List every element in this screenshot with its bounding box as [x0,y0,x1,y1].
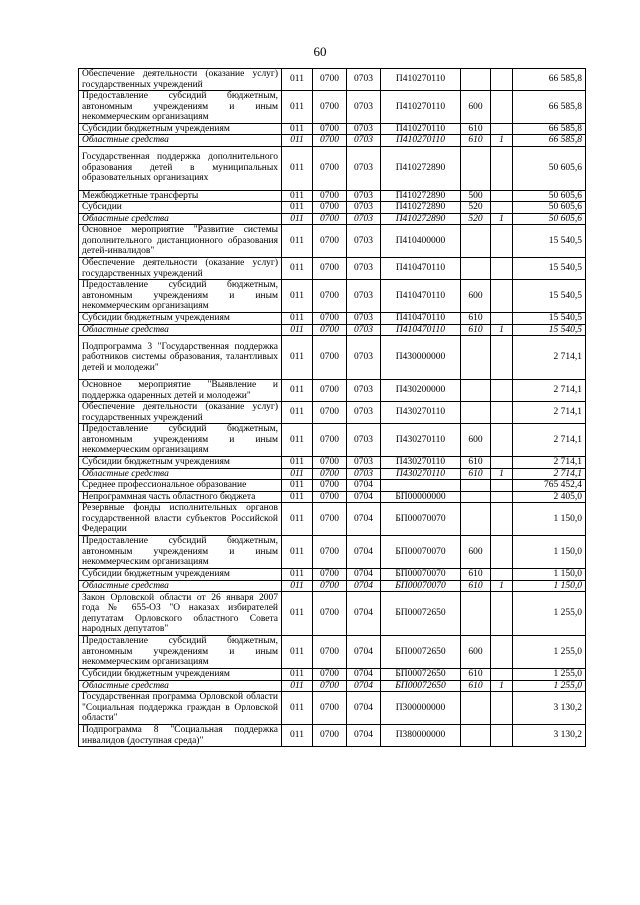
item-name-cell: Субсидии бюджетным учреждениям [79,123,282,135]
ministry-code-cell: 011 [282,536,313,569]
section-code-cell: 0700 [313,313,347,325]
table-row [79,402,586,424]
ministry-code-cell: 011 [282,457,313,469]
target-article-code-cell: П410470110 [381,313,461,325]
ministry-code-cell: 011 [282,680,313,692]
target-article-code-cell [381,480,461,492]
amount-cell: 1 255,0 [513,669,586,681]
target-article-code-cell: БП00070070 [381,569,461,581]
ministry-code-cell: 011 [282,503,313,536]
amount-cell: 1 255,0 [513,680,586,692]
amount-cell: 1 255,0 [513,592,586,636]
section-code-cell: 0700 [313,135,347,147]
funding-source-code-cell [491,536,513,569]
subsection-code-cell: 0704 [347,592,381,636]
amount-cell: 15 540,5 [513,324,586,336]
funding-source-code-cell [491,725,513,747]
expense-type-code-cell [461,592,491,636]
section-code-cell: 0700 [313,468,347,480]
subsection-code-cell: 0704 [347,503,381,536]
amount-cell: 50 605,6 [513,146,586,190]
ministry-code-cell: 011 [282,135,313,147]
ministry-code-cell: 011 [282,480,313,492]
table-row [79,202,586,214]
target-article-code-cell: П410470110 [381,324,461,336]
item-name-cell: Областные средства [79,213,282,225]
funding-source-code-cell: 1 [491,324,513,336]
subsection-code-cell: 0704 [347,536,381,569]
expense-type-code-cell: 600 [461,636,491,669]
expense-type-code-cell: 610 [461,569,491,581]
target-article-code-cell: БП00072650 [381,680,461,692]
table-row [79,91,586,124]
amount-cell: 765 452,4 [513,480,586,492]
target-article-code-cell: БП00072650 [381,592,461,636]
target-article-code-cell: П430200000 [381,380,461,402]
ministry-code-cell: 011 [282,636,313,669]
item-name-cell: Обеспечение деятельности (оказание услуг) государственных учреждений [79,402,282,424]
amount-cell: 15 540,5 [513,258,586,280]
funding-source-code-cell [491,692,513,725]
ministry-code-cell: 011 [282,402,313,424]
expense-type-code-cell [461,146,491,190]
expense-type-code-cell: 610 [461,580,491,592]
funding-source-code-cell [491,592,513,636]
item-name-cell: Областные средства [79,680,282,692]
subsection-code-cell: 0703 [347,457,381,469]
table-row [79,491,586,503]
subsection-code-cell: 0703 [347,202,381,214]
expense-type-code-cell: 600 [461,280,491,313]
item-name-cell: Государственная программа Орловской области "Социальная поддержка граждан в Орловской области" [79,692,282,725]
amount-cell: 15 540,5 [513,313,586,325]
table-row [79,569,586,581]
amount-cell: 50 605,6 [513,213,586,225]
section-code-cell: 0700 [313,491,347,503]
table-row [79,135,586,147]
target-article-code-cell: П430270110 [381,468,461,480]
amount-cell: 66 585,8 [513,123,586,135]
funding-source-code-cell [491,202,513,214]
expense-type-code-cell [461,725,491,747]
amount-cell: 2 714,1 [513,380,586,402]
page-number: 60 [313,44,327,59]
ministry-code-cell: 011 [282,69,313,91]
target-article-code-cell: П410470110 [381,280,461,313]
item-name-cell: Основное мероприятие "Развитие системы дополнительного дистанционного образования детей-инвалидов" [79,225,282,258]
section-code-cell: 0700 [313,280,347,313]
ministry-code-cell: 011 [282,424,313,457]
section-code-cell: 0700 [313,402,347,424]
table-row [79,225,586,258]
amount-cell: 15 540,5 [513,280,586,313]
expense-type-code-cell [461,380,491,402]
expense-type-code-cell: 610 [461,680,491,692]
section-code-cell: 0700 [313,480,347,492]
subsection-code-cell: 0704 [347,480,381,492]
table-row [79,280,586,313]
item-name-cell: Субсидии бюджетным учреждениям [79,457,282,469]
ministry-code-cell: 011 [282,592,313,636]
amount-cell: 1 150,0 [513,569,586,581]
table-row [79,123,586,135]
table-row [79,146,586,190]
item-name-cell: Межбюджетные трансферты [79,190,282,202]
target-article-code-cell: П410272890 [381,190,461,202]
subsection-code-cell: 0703 [347,91,381,124]
expense-type-code-cell: 610 [461,669,491,681]
ministry-code-cell: 011 [282,146,313,190]
ministry-code-cell: 011 [282,336,313,380]
section-code-cell: 0700 [313,669,347,681]
item-name-cell: Предоставление субсидий бюджетным, автономным учреждениям и иным некоммерческим организациям [79,536,282,569]
target-article-code-cell: БП00072650 [381,636,461,669]
amount-cell: 2 714,1 [513,402,586,424]
expense-type-code-cell: 610 [461,457,491,469]
ministry-code-cell: 011 [282,313,313,325]
funding-source-code-cell [491,91,513,124]
target-article-code-cell: П410272890 [381,213,461,225]
target-article-code-cell: П430270110 [381,402,461,424]
table-row [79,580,586,592]
expense-type-code-cell: 610 [461,324,491,336]
item-name-cell: Областные средства [79,135,282,147]
ministry-code-cell: 011 [282,468,313,480]
funding-source-code-cell [491,491,513,503]
table-row [79,424,586,457]
item-name-cell: Субсидии [79,202,282,214]
funding-source-code-cell [491,503,513,536]
ministry-code-cell: 011 [282,669,313,681]
funding-source-code-cell [491,258,513,280]
expense-type-code-cell: 610 [461,123,491,135]
amount-cell: 2 714,1 [513,336,586,380]
subsection-code-cell: 0703 [347,380,381,402]
budget-table [78,68,586,747]
subsection-code-cell: 0704 [347,680,381,692]
expense-type-code-cell [461,692,491,725]
target-article-code-cell: П430270110 [381,424,461,457]
expense-type-code-cell [461,491,491,503]
ministry-code-cell: 011 [282,202,313,214]
table-row [79,213,586,225]
ministry-code-cell: 011 [282,280,313,313]
section-code-cell: 0700 [313,258,347,280]
section-code-cell: 0700 [313,636,347,669]
expense-type-code-cell [461,336,491,380]
section-code-cell: 0700 [313,580,347,592]
table-row [79,190,586,202]
item-name-cell: Подпрограмма 3 "Государственная поддержка работников системы образования, талантливых детей и молодежи" [79,336,282,380]
funding-source-code-cell [491,669,513,681]
expense-type-code-cell: 600 [461,536,491,569]
expense-type-code-cell: 610 [461,313,491,325]
subsection-code-cell: 0703 [347,146,381,190]
ministry-code-cell: 011 [282,123,313,135]
funding-source-code-cell: 1 [491,213,513,225]
section-code-cell: 0700 [313,569,347,581]
funding-source-code-cell [491,636,513,669]
subsection-code-cell: 0703 [347,213,381,225]
funding-source-code-cell [491,123,513,135]
target-article-code-cell: П430270110 [381,457,461,469]
item-name-cell: Предоставление субсидий бюджетным, автономным учреждениям и иным некоммерческим организациям [79,91,282,124]
funding-source-code-cell [491,336,513,380]
table-row [79,457,586,469]
expense-type-code-cell: 520 [461,213,491,225]
expense-type-code-cell [461,225,491,258]
table-row [79,636,586,669]
subsection-code-cell: 0703 [347,258,381,280]
target-article-code-cell: П410400000 [381,225,461,258]
section-code-cell: 0700 [313,336,347,380]
ministry-code-cell: 011 [282,569,313,581]
table-row [79,680,586,692]
table-row [79,380,586,402]
funding-source-code-cell [491,457,513,469]
funding-source-code-cell: 1 [491,468,513,480]
subsection-code-cell: 0703 [347,313,381,325]
subsection-code-cell: 0703 [347,280,381,313]
table-row [79,69,586,91]
subsection-code-cell: 0703 [347,468,381,480]
item-name-cell: Подпрограмма 8 "Социальная поддержка инвалидов (доступная среда)" [79,725,282,747]
target-article-code-cell: БП00070070 [381,536,461,569]
target-article-code-cell: БП00070070 [381,580,461,592]
item-name-cell: Резервные фонды исполнительных органов государственной власти субъектов Российской Федерации [79,503,282,536]
section-code-cell: 0700 [313,725,347,747]
item-name-cell: Непрограммная часть областного бюджета [79,491,282,503]
section-code-cell: 0700 [313,680,347,692]
ministry-code-cell: 011 [282,324,313,336]
item-name-cell: Закон Орловской области от 26 января 2007 года № 655-ОЗ "О наказах избирателей депутатам Орловского областного Совета народных депутатов" [79,592,282,636]
funding-source-code-cell [491,69,513,91]
funding-source-code-cell [491,280,513,313]
item-name-cell: Государственная поддержка дополнительного образования детей в муниципальных образовательных организациях [79,146,282,190]
ministry-code-cell: 011 [282,91,313,124]
section-code-cell: 0700 [313,324,347,336]
target-article-code-cell: БП00000000 [381,491,461,503]
table-row [79,324,586,336]
funding-source-code-cell [491,569,513,581]
item-name-cell: Обеспечение деятельности (оказание услуг) государственных учреждений [79,69,282,91]
section-code-cell: 0700 [313,123,347,135]
target-article-code-cell: БП00072650 [381,669,461,681]
item-name-cell: Предоставление субсидий бюджетным, автономным учреждениям и иным некоммерческим организациям [79,636,282,669]
amount-cell: 2 405,0 [513,491,586,503]
amount-cell: 2 714,1 [513,424,586,457]
expense-type-code-cell: 610 [461,135,491,147]
amount-cell: 1 255,0 [513,636,586,669]
item-name-cell: Областные средства [79,580,282,592]
target-article-code-cell: П410270110 [381,91,461,124]
section-code-cell: 0700 [313,592,347,636]
table-row [79,468,586,480]
table-row [79,692,586,725]
subsection-code-cell: 0703 [347,225,381,258]
expense-type-code-cell [461,480,491,492]
table-row [79,258,586,280]
section-code-cell: 0700 [313,202,347,214]
target-article-code-cell: П410272890 [381,146,461,190]
ministry-code-cell: 011 [282,225,313,258]
funding-source-code-cell [491,480,513,492]
subsection-code-cell: 0703 [347,402,381,424]
subsection-code-cell: 0703 [347,69,381,91]
funding-source-code-cell [491,424,513,457]
funding-source-code-cell [491,313,513,325]
amount-cell: 2 714,1 [513,457,586,469]
item-name-cell: Обеспечение деятельности (оказание услуг) государственных учреждений [79,258,282,280]
target-article-code-cell: П410470110 [381,258,461,280]
item-name-cell: Субсидии бюджетным учреждениям [79,569,282,581]
amount-cell: 66 585,8 [513,69,586,91]
expense-type-code-cell [461,402,491,424]
target-article-code-cell: П410270110 [381,123,461,135]
section-code-cell: 0700 [313,424,347,457]
funding-source-code-cell [491,146,513,190]
amount-cell: 15 540,5 [513,225,586,258]
expense-type-code-cell [461,69,491,91]
section-code-cell: 0700 [313,225,347,258]
target-article-code-cell: П410270110 [381,135,461,147]
target-article-code-cell: П410270110 [381,69,461,91]
section-code-cell: 0700 [313,380,347,402]
amount-cell: 1 150,0 [513,536,586,569]
amount-cell: 66 585,8 [513,135,586,147]
amount-cell: 1 150,0 [513,503,586,536]
item-name-cell: Основное мероприятие "Выявление и поддержка одаренных детей и молодежи" [79,380,282,402]
amount-cell: 1 150,0 [513,580,586,592]
section-code-cell: 0700 [313,536,347,569]
funding-source-code-cell [491,225,513,258]
ministry-code-cell: 011 [282,580,313,592]
table-row [79,725,586,747]
section-code-cell: 0700 [313,69,347,91]
table-row [79,503,586,536]
subsection-code-cell: 0703 [347,190,381,202]
ministry-code-cell: 011 [282,213,313,225]
ministry-code-cell: 011 [282,190,313,202]
expense-type-code-cell: 500 [461,190,491,202]
section-code-cell: 0700 [313,190,347,202]
funding-source-code-cell: 1 [491,680,513,692]
amount-cell: 66 585,8 [513,91,586,124]
table-row [79,536,586,569]
subsection-code-cell: 0703 [347,424,381,457]
item-name-cell: Субсидии бюджетным учреждениям [79,313,282,325]
amount-cell: 3 130,2 [513,692,586,725]
item-name-cell: Субсидии бюджетным учреждениям [79,669,282,681]
section-code-cell: 0700 [313,91,347,124]
funding-source-code-cell: 1 [491,580,513,592]
subsection-code-cell: 0703 [347,336,381,380]
table-row [79,592,586,636]
ministry-code-cell: 011 [282,380,313,402]
section-code-cell: 0700 [313,146,347,190]
ministry-code-cell: 011 [282,491,313,503]
item-name-cell: Областные средства [79,468,282,480]
expense-type-code-cell: 600 [461,91,491,124]
amount-cell: 50 605,6 [513,190,586,202]
amount-cell: 50 605,6 [513,202,586,214]
target-article-code-cell: БП00070070 [381,503,461,536]
table-row [79,313,586,325]
section-code-cell: 0700 [313,457,347,469]
target-article-code-cell: П410272890 [381,202,461,214]
item-name-cell: Предоставление субсидий бюджетным, автономным учреждениям и иным некоммерческим организациям [79,280,282,313]
subsection-code-cell: 0704 [347,669,381,681]
ministry-code-cell: 011 [282,258,313,280]
expense-type-code-cell [461,503,491,536]
subsection-code-cell: 0704 [347,725,381,747]
subsection-code-cell: 0703 [347,123,381,135]
item-name-cell: Предоставление субсидий бюджетным, автономным учреждениям и иным некоммерческим организациям [79,424,282,457]
subsection-code-cell: 0704 [347,569,381,581]
section-code-cell: 0700 [313,503,347,536]
ministry-code-cell: 011 [282,692,313,725]
section-code-cell: 0700 [313,692,347,725]
section-code-cell: 0700 [313,213,347,225]
expense-type-code-cell [461,258,491,280]
subsection-code-cell: 0704 [347,580,381,592]
target-article-code-cell: П300000000 [381,692,461,725]
target-article-code-cell: П430000000 [381,336,461,380]
subsection-code-cell: 0704 [347,491,381,503]
subsection-code-cell: 0703 [347,135,381,147]
table-row [79,480,586,492]
funding-source-code-cell [491,402,513,424]
expense-type-code-cell: 610 [461,468,491,480]
funding-source-code-cell [491,380,513,402]
amount-cell: 2 714,1 [513,468,586,480]
item-name-cell: Областные средства [79,324,282,336]
ministry-code-cell: 011 [282,725,313,747]
table-row [79,669,586,681]
funding-source-code-cell: 1 [491,135,513,147]
expense-type-code-cell: 600 [461,424,491,457]
item-name-cell: Среднее профессиональное образование [79,480,282,492]
expense-type-code-cell: 520 [461,202,491,214]
target-article-code-cell: П380000000 [381,725,461,747]
budget-table-body [79,69,586,747]
subsection-code-cell: 0703 [347,324,381,336]
subsection-code-cell: 0704 [347,692,381,725]
amount-cell: 3 130,2 [513,725,586,747]
table-row [79,336,586,380]
subsection-code-cell: 0704 [347,636,381,669]
funding-source-code-cell [491,190,513,202]
